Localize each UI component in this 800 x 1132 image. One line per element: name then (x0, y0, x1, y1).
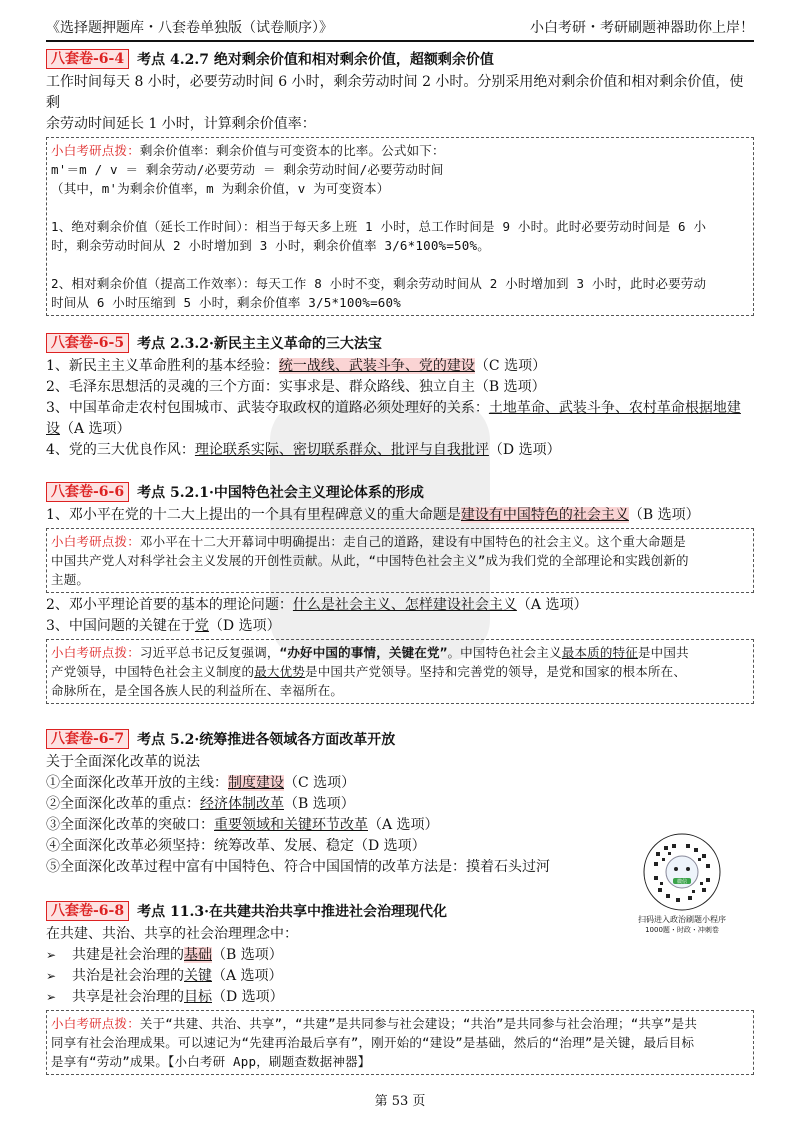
key-answer: 什么是社会主义、怎样建设社会主义 (292, 597, 517, 613)
text: （A 选项） (212, 968, 283, 984)
key-answer: 设 (46, 421, 60, 437)
key-answer: 重要领域和关键环节改革 (214, 817, 368, 833)
section-tag: 八套卷-6-7 (46, 729, 129, 749)
key-answer: 经济体制改革 (200, 796, 284, 812)
key-answer: 建设有中国特色的社会主义 (460, 507, 629, 523)
tip-text: 2、相对剩余价值（提高工作效率）：每天工作 8 小时不变，剩余劳动时间从 2 小时增加到 3 小时，此时必要劳动 (51, 276, 707, 291)
key-answer: 党 (194, 618, 209, 634)
tip-label: 小白考研点拨： (51, 1016, 140, 1031)
key-answer: 制度建设 (228, 775, 284, 791)
tip-emphasis: 最本质的特征 (561, 645, 638, 660)
text: （B 选项） (628, 507, 700, 523)
tip-label: 小白考研点拨： (51, 534, 140, 549)
text: ③全面深化改革的突破口： (46, 817, 214, 833)
section-6-4-title (46, 48, 754, 70)
tip-text: 命脉所在，是全国各族人民的利益所在、幸福所在。 (51, 683, 344, 698)
tip-label: 小白考研点拨： (51, 645, 140, 660)
page-header (46, 16, 754, 42)
body-line: 2、毛泽东思想活的灵魂的三个方面：实事求是、群众路线、独立自主（B 选项） (46, 379, 546, 395)
tip-label: 小白考研点拨： (51, 143, 140, 158)
body-line: ④全面深化改革必须坚持：统筹改革、发展、稳定（D 选项） (46, 838, 426, 854)
section-heading: 考点 5.2.1·中国特色社会主义理论体系的形成 (137, 485, 424, 501)
text: 2、邓小平理论首要的基本的理论问题： (46, 597, 293, 613)
page-number: 第 53 页 (374, 1094, 426, 1109)
arrow-bullet-icon: ➢ (46, 969, 57, 983)
mini-program-qr[interactable] (612, 832, 752, 944)
list-item (46, 987, 754, 1008)
tip-text: 主题。 (51, 572, 90, 587)
tip-emphasis: “办好中国的事情，关键在党” (279, 645, 448, 660)
section-heading: 考点 2.3.2·新民主主义革命的三大法宝 (137, 336, 382, 352)
tip-box (46, 1010, 754, 1075)
body-line (46, 505, 754, 526)
text: 4、党的三大优良作风： (46, 442, 195, 458)
tip-text: 时间从 6 小时压缩到 5 小时，剩余价值率 3/5*100%=60% (51, 295, 401, 310)
header-right: 小白考研・考研刷题神器助你上岸！ (530, 20, 754, 36)
body-line (46, 616, 754, 637)
section-6-6-title (46, 481, 754, 503)
key-answer: 统一战线、武装斗争、党的建设 (278, 358, 475, 374)
body-line (46, 773, 754, 794)
body-line (46, 440, 754, 461)
section-heading: 考点 11.3·在共建共治共享中推进社会治理现代化 (137, 904, 447, 920)
arrow-bullet-icon: ➢ (46, 990, 57, 1004)
text: （D 选项） (488, 442, 561, 458)
text: 共享是社会治理的 (72, 989, 184, 1005)
text: ①全面深化改革开放的主线： (46, 775, 228, 791)
text: 3、中国问题的关键在于 (46, 618, 195, 634)
tip-emphasis: 最大优势 (254, 664, 306, 679)
qr-code-icon[interactable] (642, 832, 722, 912)
text: （D 选项） (208, 618, 281, 634)
section-tag: 八套卷-6-5 (46, 333, 129, 353)
tip-text: m'＝m / v ＝ 剩余劳动/必要劳动 ＝ 剩余劳动时间/必要劳动时间 (51, 162, 444, 177)
tip-text: 是中国共 (637, 645, 689, 660)
text: 1、新民主主义革命胜利的基本经验： (46, 358, 279, 374)
key-answer: 土地革命、武装斗争、农村革命根据地建 (488, 400, 741, 416)
body-line (46, 398, 754, 419)
text: （A 选项） (60, 421, 131, 437)
body-line (46, 419, 754, 440)
section-6-7-title (46, 728, 754, 750)
tip-text: 关于“共建、共治、共享”，“共建”是共同参与社会建设；“共治”是共同参与社会治理；“共享”是共 (139, 1016, 698, 1031)
tip-text: 是中国共产党领导。坚持和完善党的领导，是党和国家的根本所在、 (305, 664, 687, 679)
body-line: 工作时间每天 8 小时，必要劳动时间 6 小时，剩余劳动时间 2 小时。分别采用绝对剩余价值和相对剩余价值，使剩 (46, 74, 744, 111)
tip-text: 产党领导，中国特色社会主义制度的 (51, 664, 255, 679)
body-line (46, 595, 754, 616)
tip-text: 。中国特色社会主义 (447, 645, 562, 660)
tip-box (46, 639, 754, 704)
tip-text: 习近平总书记反复强调， (139, 645, 280, 660)
text: （A 选项） (368, 817, 439, 833)
section-tag: 八套卷-6-8 (46, 901, 129, 921)
key-answer: 目标 (184, 989, 212, 1005)
body-line: 在共建、共治、共享的社会治理理念中： (46, 926, 298, 942)
text: （C 选项） (284, 775, 356, 791)
tip-box (46, 137, 754, 316)
arrow-bullet-icon: ➢ (46, 948, 57, 962)
section-heading: 考点 4.2.7 绝对剩余价值和相对剩余价值，超额剩余价值 (137, 52, 494, 68)
key-answer: 理论联系实际、密切联系群众、批评与自我批评 (194, 442, 489, 458)
body-line: 关于全面深化改革的说法 (46, 754, 200, 770)
tip-text: 中国共产党人对科学社会主义发展的开创性贡献。从此，“中国特色社会主义”成为我们党的全部理论和实践创新的 (51, 553, 689, 568)
tip-box (46, 528, 754, 593)
list-item (46, 945, 754, 966)
list-item (46, 966, 754, 987)
tip-text: 是享有“劳动”成果。【小白考研 App，刷题查数据神器】 (51, 1054, 371, 1069)
qr-badge: 微信 (676, 879, 688, 885)
tip-text: （其中，m'为剩余价值率，m 为剩余价值，v 为可变资本） (51, 181, 390, 196)
tip-text: 邓小平在十二大开幕词中明确提出：走自己的道路，建设有中国特色的社会主义。这个重大命题是 (139, 534, 687, 549)
tip-text: 同享有社会治理成果。可以速记为“先建再治最后享有”，刚开始的“建设”是基础，然后的“治理”是关键，最后目标 (51, 1035, 695, 1050)
tip-text: 剩余价值率：剩余价值与可变资本的比率。公式如下： (139, 143, 445, 158)
text: ②全面深化改革的重点： (46, 796, 200, 812)
section-heading: 考点 5.2·统筹推进各领域各方面改革开放 (137, 732, 396, 748)
body-line (46, 356, 754, 377)
tip-text: 时，剩余劳动时间从 2 小时增加到 3 小时，剩余价值率 3/6*100%=50%。 (51, 238, 490, 253)
key-answer: 基础 (184, 947, 212, 963)
qr-subcaption: 1000题・时政・冲刺卷 (645, 926, 719, 934)
body-line: ⑤全面深化改革过程中富有中国特色、符合中国国情的改革方法是：摸着石头过河 (46, 859, 550, 875)
text: 1、邓小平在党的十二大上提出的一个具有里程碑意义的重大命题是 (46, 507, 461, 523)
body-line: 余劳动时间延长 1 小时，计算剩余价值率： (46, 116, 316, 132)
section-tag: 八套卷-6-4 (46, 49, 129, 69)
section-tag: 八套卷-6-6 (46, 482, 129, 502)
text: （C 选项） (474, 358, 547, 374)
text: （D 选项） (212, 989, 284, 1005)
body-line (46, 794, 754, 815)
tip-text: 1、绝对剩余价值（延长工作时间）：相当于每天多上班 1 小时，总工作时间是 9 小时。此时必要劳动时间是 6 小 (51, 219, 707, 234)
key-answer: 关键 (184, 968, 212, 984)
text: （A 选项） (516, 597, 588, 613)
section-6-5-title (46, 332, 754, 354)
header-left: 《选择题押题库・八套卷单独版（试卷顺序）》 (46, 20, 333, 36)
text: 3、中国革命走农村包围城市、武装夺取政权的道路必须处理好的关系： (46, 400, 489, 416)
qr-caption: 扫码进入政治刷题小程序 (638, 915, 726, 924)
text: 共治是社会治理的 (72, 968, 184, 984)
text: （B 选项） (284, 796, 355, 812)
text: 共建是社会治理的 (72, 947, 184, 963)
text: （B 选项） (212, 947, 283, 963)
